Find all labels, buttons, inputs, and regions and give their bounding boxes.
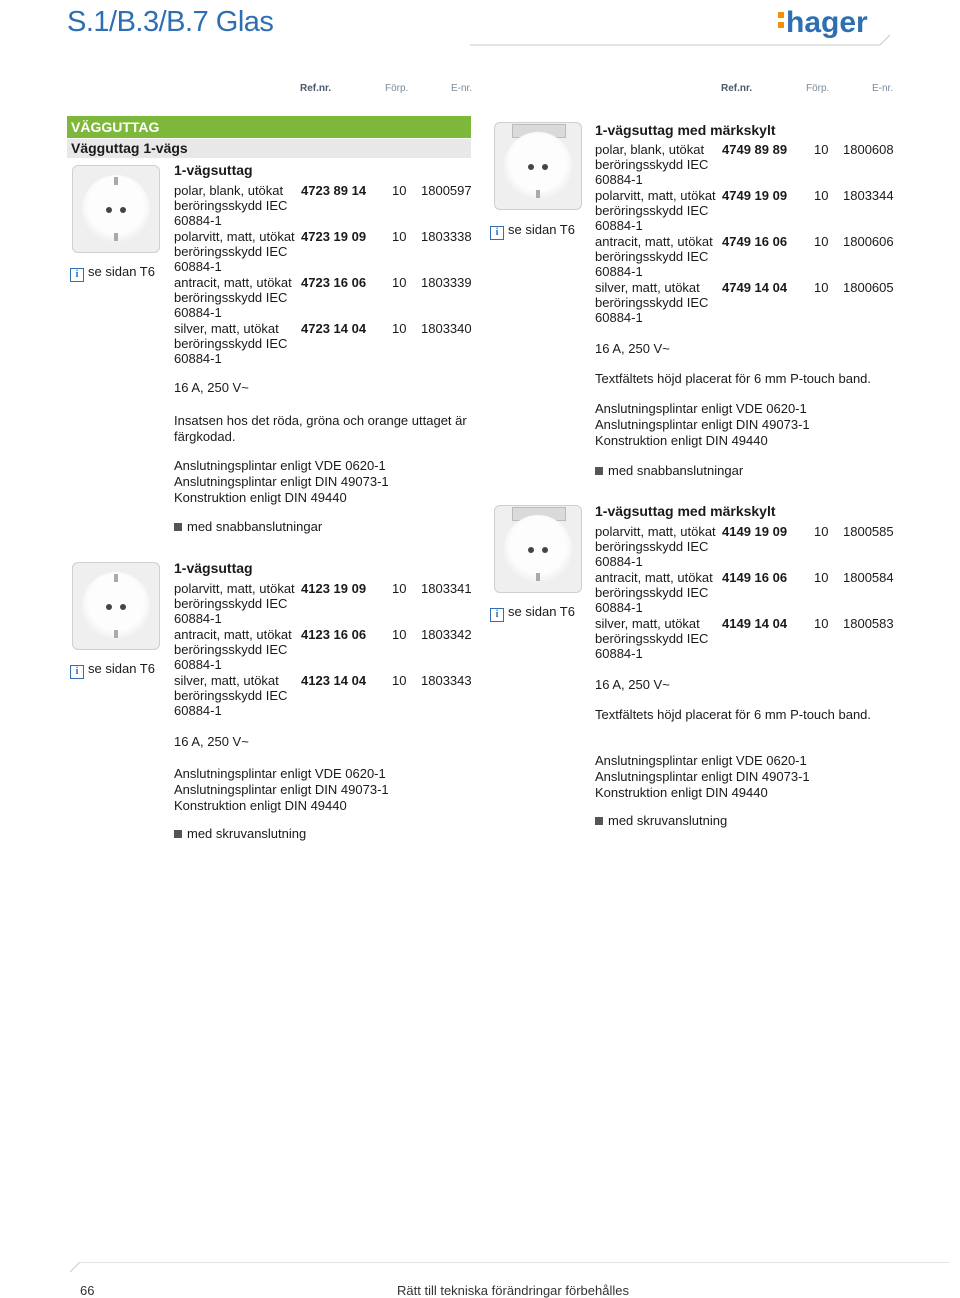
ref-number: 4149 14 04 xyxy=(722,616,788,631)
note: Textfältets höjd placerat för 6 mm P-touch band. xyxy=(595,371,872,386)
pack-qty: 10 xyxy=(392,229,407,244)
rating: 16 A, 250 V~ xyxy=(595,677,670,692)
e-number: 1800605 xyxy=(843,280,894,295)
e-number: 1803344 xyxy=(843,188,894,203)
ref-number: 4749 14 04 xyxy=(722,280,788,295)
pack-qty: 10 xyxy=(814,234,829,249)
standard: Konstruktion enligt DIN 49440 xyxy=(595,433,768,448)
e-number: 1800585 xyxy=(843,524,894,539)
pack-qty: 10 xyxy=(814,280,829,295)
e-number: 1803343 xyxy=(421,673,472,688)
ref-number: 4123 16 06 xyxy=(301,627,367,642)
feature-bullet: med skruvanslutning xyxy=(174,826,306,841)
pack-qty: 10 xyxy=(814,142,829,157)
ref-number: 4723 14 04 xyxy=(301,321,367,336)
ref-number: 4723 19 09 xyxy=(301,229,367,244)
ref-number: 4723 89 14 xyxy=(301,183,367,198)
feature-bullet: med snabbanslutningar xyxy=(595,463,743,478)
e-number: 1800584 xyxy=(843,570,894,585)
socket-image xyxy=(72,562,160,650)
standard: Konstruktion enligt DIN 49440 xyxy=(174,490,347,505)
e-number: 1800583 xyxy=(843,616,894,631)
e-number: 1803341 xyxy=(421,581,472,596)
product-title: 1-vägsuttag xyxy=(174,560,253,576)
pack-qty: 10 xyxy=(814,570,829,585)
product-desc: polarvitt, matt, utökat beröringsskydd IEC 60884-1 xyxy=(595,524,716,569)
pack-qty: 10 xyxy=(392,581,407,596)
ref-number: 4149 16 06 xyxy=(722,570,788,585)
standard: Konstruktion enligt DIN 49440 xyxy=(174,798,347,813)
subsection-bar: Vägguttag 1-vägs xyxy=(67,139,471,158)
e-number: 1800606 xyxy=(843,234,894,249)
footer-disclaimer: Rätt till tekniska förändringar förbehålles xyxy=(397,1283,629,1298)
socket-image xyxy=(494,505,582,593)
pack-qty: 10 xyxy=(392,275,407,290)
ref-number: 4123 19 09 xyxy=(301,581,367,596)
product-desc: polarvitt, matt, utökat beröringsskydd IEC 60884-1 xyxy=(174,229,295,274)
pack-qty: 10 xyxy=(392,183,407,198)
product-desc: polarvitt, matt, utökat beröringsskydd IEC 60884-1 xyxy=(595,188,716,233)
ref-number: 4749 16 06 xyxy=(722,234,788,249)
product-desc: silver, matt, utökat beröringsskydd IEC 60884-1 xyxy=(595,280,709,325)
standard: Konstruktion enligt DIN 49440 xyxy=(595,785,768,800)
feature-bullet: med snabbanslutningar xyxy=(174,519,322,534)
header-rule xyxy=(470,0,960,60)
standard: Anslutningsplintar enligt VDE 0620-1 xyxy=(174,766,386,781)
rating: 16 A, 250 V~ xyxy=(595,341,670,356)
note: Insatsen hos det röda, gröna och orange uttaget är färgkodad. xyxy=(174,413,467,444)
e-number: 1800597 xyxy=(421,183,472,198)
pack-qty: 10 xyxy=(814,188,829,203)
info-icon: i xyxy=(490,226,504,240)
socket-image xyxy=(72,165,160,253)
standard: Anslutningsplintar enligt VDE 0620-1 xyxy=(595,401,807,416)
info-icon: i xyxy=(490,608,504,622)
product-desc: antracit, matt, utökat beröringsskydd IEC 60884-1 xyxy=(595,234,713,279)
e-number: 1800608 xyxy=(843,142,894,157)
pack-qty: 10 xyxy=(392,321,407,336)
ref-number: 4123 14 04 xyxy=(301,673,367,688)
product-desc: silver, matt, utökat beröringsskydd IEC 60884-1 xyxy=(174,673,288,718)
e-number: 1803342 xyxy=(421,627,472,642)
product-title: 1-vägsuttag xyxy=(174,162,253,178)
svg-text:hager: hager xyxy=(786,6,868,39)
note: Textfältets höjd placerat för 6 mm P-touch band. xyxy=(595,707,872,722)
standard: Anslutningsplintar enligt VDE 0620-1 xyxy=(174,458,386,473)
product-desc: silver, matt, utökat beröringsskydd IEC 60884-1 xyxy=(174,321,288,366)
product-title: 1-vägsuttag med märkskylt xyxy=(595,122,776,138)
see-reference[interactable]: i se sidan T6 xyxy=(70,661,155,679)
standard: Anslutningsplintar enligt DIN 49073-1 xyxy=(174,782,389,797)
e-number: 1803339 xyxy=(421,275,472,290)
footer-rule xyxy=(60,1262,960,1282)
standard: Anslutningsplintar enligt DIN 49073-1 xyxy=(174,474,389,489)
col-ref-header: Ref.nr. xyxy=(300,83,332,94)
see-reference[interactable]: i se sidan T6 xyxy=(70,264,155,282)
section-bar: VÄGGUTTAG xyxy=(67,116,471,138)
ref-number: 4723 16 06 xyxy=(301,275,367,290)
col-pack-header: Förp. xyxy=(806,83,830,94)
col-pack-header: Förp. xyxy=(385,83,409,94)
product-desc: antracit, matt, utökat beröringsskydd IEC 60884-1 xyxy=(174,627,292,672)
col-ref-header: Ref.nr. xyxy=(721,83,753,94)
e-number: 1803340 xyxy=(421,321,472,336)
page-number: 66 xyxy=(80,1283,95,1298)
col-enr-header: E-nr. xyxy=(872,83,894,94)
standard: Anslutningsplintar enligt VDE 0620-1 xyxy=(595,753,807,768)
rating: 16 A, 250 V~ xyxy=(174,380,249,395)
rating: 16 A, 250 V~ xyxy=(174,734,249,749)
col-enr-header: E-nr. xyxy=(451,83,473,94)
pack-qty: 10 xyxy=(392,673,407,688)
product-desc: antracit, matt, utökat beröringsskydd IEC 60884-1 xyxy=(174,275,292,320)
pack-qty: 10 xyxy=(392,627,407,642)
pack-qty: 10 xyxy=(814,616,829,631)
product-title: 1-vägsuttag med märkskylt xyxy=(595,503,776,519)
product-desc: polar, blank, utökat beröringsskydd IEC 60884-1 xyxy=(595,142,709,187)
info-icon: i xyxy=(70,268,84,282)
ref-number: 4749 19 09 xyxy=(722,188,788,203)
feature-bullet: med skruvanslutning xyxy=(595,813,727,828)
product-desc: polarvitt, matt, utökat beröringsskydd IEC 60884-1 xyxy=(174,581,295,626)
info-icon: i xyxy=(70,665,84,679)
pack-qty: 10 xyxy=(814,524,829,539)
see-reference[interactable]: i se sidan T6 xyxy=(490,222,575,240)
product-desc: silver, matt, utökat beröringsskydd IEC 60884-1 xyxy=(595,616,709,661)
see-reference[interactable]: i se sidan T6 xyxy=(490,604,575,622)
ref-number: 4149 19 09 xyxy=(722,524,788,539)
product-desc: antracit, matt, utökat beröringsskydd IEC 60884-1 xyxy=(595,570,713,615)
e-number: 1803338 xyxy=(421,229,472,244)
page-title: S.1/B.3/B.7 Glas xyxy=(67,6,274,38)
standard: Anslutningsplintar enligt DIN 49073-1 xyxy=(595,417,810,432)
socket-image xyxy=(494,122,582,210)
standard: Anslutningsplintar enligt DIN 49073-1 xyxy=(595,769,810,784)
product-desc: polar, blank, utökat beröringsskydd IEC 60884-1 xyxy=(174,183,288,228)
ref-number: 4749 89 89 xyxy=(722,142,788,157)
